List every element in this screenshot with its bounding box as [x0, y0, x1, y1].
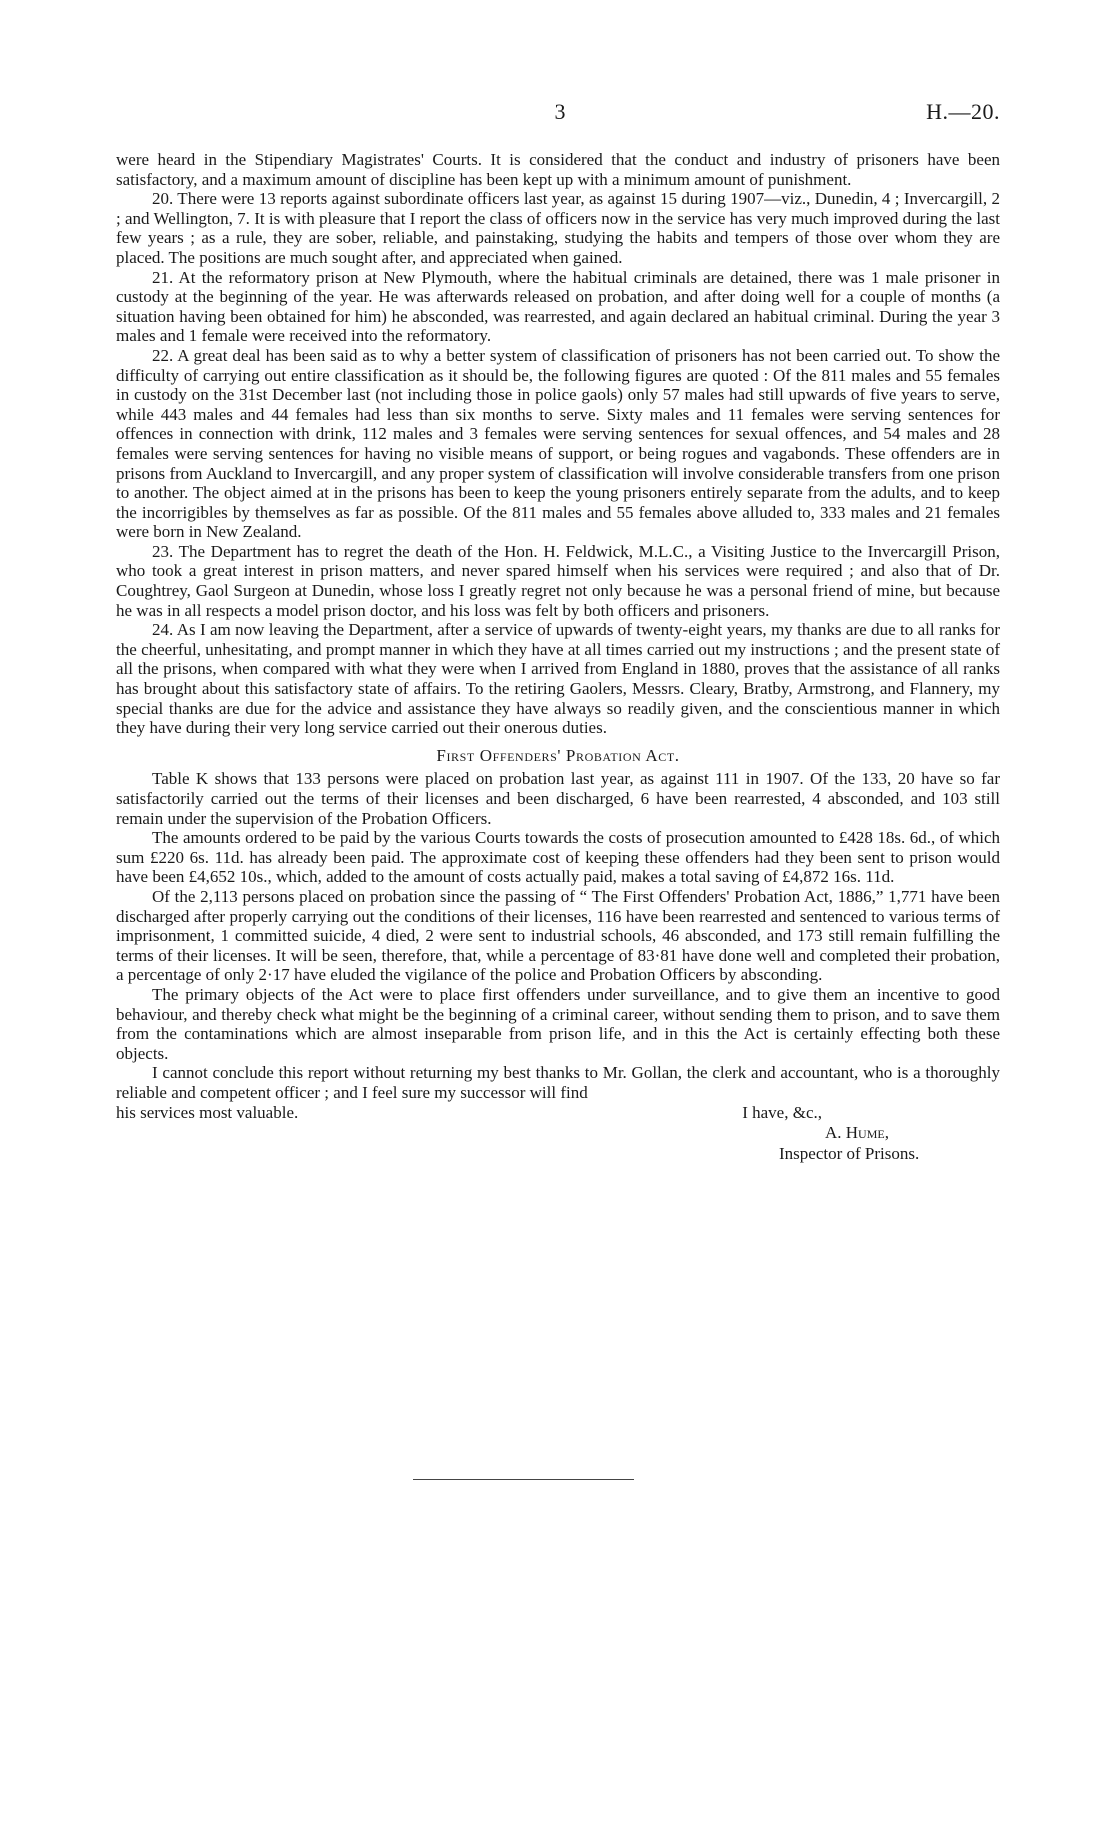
probation-paragraph-costs: The amounts ordered to be paid by the various Courts towards the costs of prosecution amounted to £428 18s. 6d., of which sum £220 6s. 11d. has already been paid. The approximate cost of keeping these offenders had they been sent to prison would have been £4,652 10s., which, added to the amount of costs actually paid, makes a total saving of £4,872 16s. 11d.	[116, 828, 1000, 887]
probation-paragraph-table-k: Table K shows that 133 persons were placed on probation last year, as against 111 in 1907. Of the 133, 20 have so far satisfactorily carried out the terms of their licenses and been discharged, 6 have been rearrested, 4 absconded, and 103 still remain under the supervision of the Probation Officers.	[116, 769, 1000, 828]
document-reference: H.—20.	[926, 99, 1000, 124]
body-text	[116, 150, 1000, 1164]
page-number: 3	[554, 99, 566, 124]
paragraph-21: 21. At the reformatory prison at New Plymouth, where the habitual criminals are detained, there was 1 male prisoner in custody at the beginning of the year. He was afterwards released on probation, and after doing well for a couple of months (a situation having been obtained for him) he absconded, was rearrested, and again declared an habitual criminal. During the year 3 males and 1 female were received into the reformatory.	[116, 267, 1000, 346]
paragraph-22: 22. A great deal has been said as to why a better system of classification of prisoners has not been carried out. To show the difficulty of carrying out entire classification as it should be, the following figures are quoted : Of the 811 males and 55 females in custody on the 31st December last (not including those in police gaols) only 57 males had still upwards of five years to serve, while 443 males and 44 females had less than six months to serve. Sixty males and 11 females were serving sentences for offences in connection with drink, 112 males and 3 females were serving sentences for sexual offences, and 54 males and 28 females were serving sentences for having no visible means of support, or being rogues and vagabonds. These offenders are in prisons from Auckland to Invercargill, and any proper system of classification will involve considerable transfers from one prison to another. The object aimed at in the prisons has been to keep the young prisoners entirely separate from the adults, and to keep the incorrigibles by themselves as far as possible. Of the 811 males and 55 females above alluded to, 333 males and 21 females were born in New Zealand.	[116, 345, 1000, 542]
probation-paragraph-thanks: I cannot conclude this report without returning my best thanks to Mr. Gollan, the clerk and accountant, who is a thoroughly reliable and competent officer ; and I feel sure my successor will find	[116, 1063, 1000, 1102]
paragraph-24: 24. As I am now leaving the Department, after a service of upwards of twenty-eight years, my thanks are due to all ranks for the cheerful, unhesitating, and prompt manner in which they have at all times carried out my instructions ; and the present state of all the prisons, when compared with what they were when I arrived from England in 1880, proves that the assistance of all ranks has brought about this satisfactory state of affairs. To the retiring Gaolers, Messrs. Cleary, Bratby, Armstrong, and Flannery, my special thanks are due for the advice and assistance they have always so readily given, and the conscientious manner in which they have during their very long service carried out their onerous duties.	[116, 620, 1000, 738]
salutation: I have, &c.,	[742, 1102, 822, 1122]
paragraph-20: 20. There were 13 reports against subordinate officers last year, as against 15 during 1907—viz., Dunedin, 4 ; Invercargill, 2 ; and Wellington, 7. It is with pleasure that I report the class of officers now in the service has very much improved during the last few years ; as a rule, they are sober, reliable, and painstaking, studying the habits and tempers of those over whom they are placed. The positions are much sought after, and appreciated when gained.	[116, 189, 1000, 267]
closing-line	[116, 1103, 1000, 1123]
paragraph-23: 23. The Department has to regret the death of the Hon. H. Feldwick, M.L.C., a Visiting Justice to the Invercargill Prison, who took a great interest in prison matters, and never spared himself when his services were required ; and also that of Dr. Coughtrey, Gaol Surgeon at Dunedin, whose loss I greatly regret not only because he was a personal friend of mine, but because he was in all respects a model prison doctor, and his loss was felt by both officers and prisoners.	[116, 541, 1000, 620]
probation-paragraph-objects: The primary objects of the Act were to place first offenders under surveillance, and to give them an incentive to good behaviour, and thereby check what might be the beginning of a criminal career, without sending them to prison, and to save them from the contaminations which are almost inseparable from prison life, and in this the Act is certainly effecting both these objects.	[116, 984, 1000, 1063]
signature-block	[779, 1122, 1000, 1164]
probation-paragraph-totals: Of the 2,113 persons placed on probation since the passing of “ The First Offenders' Probation Act, 1886,” 1,771 have been discharged after properly carrying out the conditions of their licenses, 116 have been rearrested and sentenced to various terms of imprisonment, 1 committed suicide, 4 died, 2 were sent to industrial schools, 46 absconded, and 173 still remain fulfilling the terms of their licenses. It will be seen, therefore, that, while a percentage of 83·81 have done well and completed their probation, a percentage of only 2·17 have eluded the vigilance of the police and Probation Officers by absconding.	[116, 886, 1000, 985]
end-rule	[413, 1479, 634, 1480]
signature-name: A. Hume,	[825, 1123, 889, 1143]
closing-text: his services most valuable.	[116, 1102, 299, 1122]
paragraph-continuation: were heard in the Stipendiary Magistrates' Courts. It is considered that the conduct and industry of prisoners have been satisfactory, and a maximum amount of discipline has been kept up with a minimum amount of punishment.	[116, 150, 1000, 189]
section-heading: First Offenders' Probation Act.	[436, 745, 680, 765]
signature-title: Inspector of Prisons.	[779, 1144, 920, 1164]
